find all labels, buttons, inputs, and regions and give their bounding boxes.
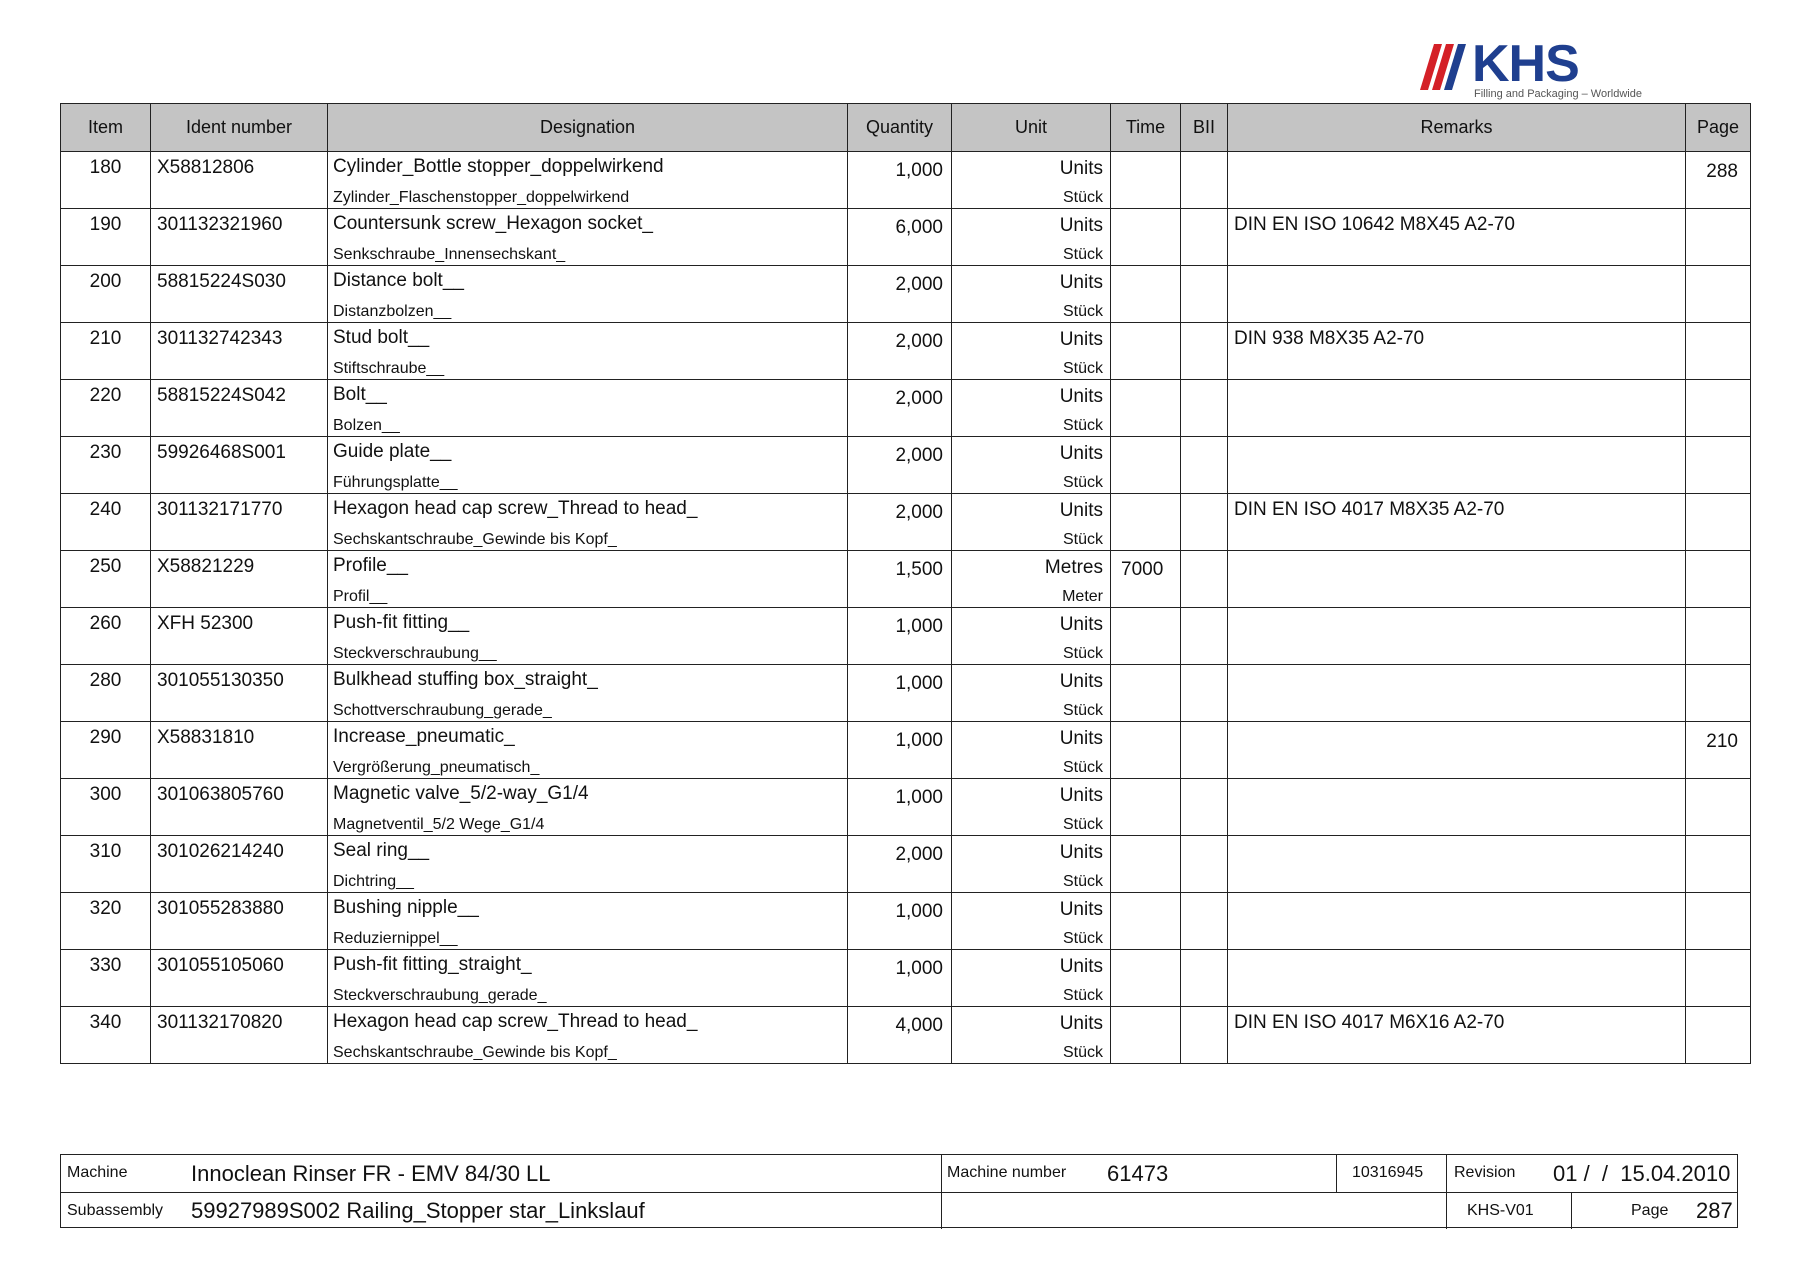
cell-remarks — [1228, 665, 1686, 722]
cell-page — [1686, 665, 1751, 722]
cell-quantity: 1,000 — [848, 722, 952, 779]
unit-en: Units — [1059, 671, 1103, 692]
cell-quantity: 4,000 — [848, 1007, 952, 1064]
revision-value: 01 / / 15.04.2010 — [1553, 1161, 1731, 1186]
designation-de: Reduziernippel__ — [333, 930, 458, 947]
cell-time — [1111, 437, 1181, 494]
cell-bii — [1181, 950, 1228, 1007]
cell-ident: 301132170820 — [151, 1007, 328, 1064]
designation-en: Bushing nipple__ — [333, 897, 479, 918]
header-page: Page — [1686, 104, 1751, 152]
cell-designation — [328, 152, 848, 209]
cell-time — [1111, 380, 1181, 437]
cell-page — [1686, 494, 1751, 551]
designation-en: Push-fit fitting__ — [333, 612, 470, 633]
unit-en: Units — [1059, 785, 1103, 806]
unit-en: Units — [1059, 443, 1103, 464]
khs-logo — [1420, 35, 1642, 104]
cell-unit — [952, 494, 1111, 551]
cell-remarks — [1228, 266, 1686, 323]
cell-item: 220 — [61, 380, 151, 437]
table-row — [61, 608, 1751, 665]
cell-page — [1686, 950, 1751, 1007]
cell-bii — [1181, 152, 1228, 209]
unit-en: Units — [1059, 500, 1103, 521]
unit-de: Stück — [1062, 303, 1103, 320]
unit-en: Metres — [1044, 557, 1103, 578]
cell-page — [1686, 323, 1751, 380]
cell-unit — [952, 437, 1111, 494]
cell-ident: 59926468S001 — [151, 437, 328, 494]
table-body — [61, 152, 1751, 1064]
designation-de: Stiftschraube__ — [333, 360, 445, 377]
cell-unit — [952, 380, 1111, 437]
table-row — [61, 893, 1751, 950]
cell-unit — [952, 608, 1111, 665]
unit-en: Units — [1059, 386, 1103, 407]
cell-ident: 301063805760 — [151, 779, 328, 836]
cell-designation — [328, 779, 848, 836]
cell-unit — [952, 152, 1111, 209]
cell-designation — [328, 209, 848, 266]
designation-en: Stud bolt__ — [333, 327, 430, 348]
unit-de: Stück — [1062, 930, 1103, 947]
cell-unit — [952, 551, 1111, 608]
designation-en: Bulkhead stuffing box_straight_ — [333, 669, 598, 690]
cell-time: 7000 — [1111, 551, 1181, 608]
cell-item: 260 — [61, 608, 151, 665]
cell-ident: X58812806 — [151, 152, 328, 209]
cell-page — [1686, 380, 1751, 437]
cell-quantity: 6,000 — [848, 209, 952, 266]
cell-bii — [1181, 779, 1228, 836]
designation-de: Senkschraube_Innensechskant_ — [333, 246, 566, 263]
cell-quantity: 2,000 — [848, 494, 952, 551]
cell-quantity: 1,000 — [848, 665, 952, 722]
cell-unit — [952, 836, 1111, 893]
cell-bii — [1181, 437, 1228, 494]
cell-bii — [1181, 551, 1228, 608]
designation-de: Steckverschraubung_gerade_ — [333, 987, 547, 1004]
cell-quantity: 2,000 — [848, 380, 952, 437]
cell-remarks — [1228, 380, 1686, 437]
cell-designation — [328, 551, 848, 608]
unit-de: Stück — [1062, 873, 1103, 890]
cell-designation — [328, 494, 848, 551]
footer-title-block — [60, 1154, 1738, 1228]
cell-remarks — [1228, 437, 1686, 494]
cell-item: 340 — [61, 1007, 151, 1064]
unit-de: Stück — [1062, 189, 1103, 206]
cell-item: 290 — [61, 722, 151, 779]
cell-page: 288 — [1686, 152, 1751, 209]
unit-en: Units — [1059, 272, 1103, 293]
cell-unit — [952, 950, 1111, 1007]
cell-designation — [328, 608, 848, 665]
cell-item: 180 — [61, 152, 151, 209]
table-row — [61, 152, 1751, 209]
table-row — [61, 779, 1751, 836]
cell-item: 210 — [61, 323, 151, 380]
unit-de: Stück — [1062, 246, 1103, 263]
designation-de: Führungsplatte__ — [333, 474, 458, 491]
header-ident: Ident number — [151, 104, 328, 152]
machine-value: Innoclean Rinser FR - EMV 84/30 LL — [191, 1161, 551, 1186]
table-header-row — [61, 104, 1751, 152]
unit-de: Stück — [1062, 759, 1103, 776]
header-unit: Unit — [952, 104, 1111, 152]
table-row — [61, 836, 1751, 893]
cell-time — [1111, 608, 1181, 665]
cell-ident: 301055130350 — [151, 665, 328, 722]
unit-de: Stück — [1062, 987, 1103, 1004]
cell-designation — [328, 893, 848, 950]
cell-unit — [952, 779, 1111, 836]
cell-page — [1686, 1007, 1751, 1064]
cell-time — [1111, 779, 1181, 836]
cell-item: 200 — [61, 266, 151, 323]
cell-page: 210 — [1686, 722, 1751, 779]
cell-page — [1686, 266, 1751, 323]
logo-brand: KHS — [1472, 35, 1579, 93]
table-row — [61, 1007, 1751, 1064]
cell-bii — [1181, 323, 1228, 380]
cell-unit — [952, 323, 1111, 380]
cell-item: 320 — [61, 893, 151, 950]
cell-quantity: 1,000 — [848, 152, 952, 209]
cell-bii — [1181, 380, 1228, 437]
cell-unit — [952, 893, 1111, 950]
machine-number-label: Machine number — [947, 1164, 1067, 1181]
cell-page — [1686, 779, 1751, 836]
designation-de: Steckverschraubung__ — [333, 645, 497, 662]
cell-bii — [1181, 722, 1228, 779]
cell-item: 310 — [61, 836, 151, 893]
cell-ident: 301132321960 — [151, 209, 328, 266]
unit-en: Units — [1059, 614, 1103, 635]
cell-ident: XFH 52300 — [151, 608, 328, 665]
document-code: KHS-V01 — [1467, 1202, 1534, 1219]
designation-de: Magnetventil_5/2 Wege_G1/4 — [333, 816, 545, 833]
cell-designation — [328, 266, 848, 323]
unit-de: Meter — [1062, 588, 1103, 605]
unit-de: Stück — [1062, 645, 1103, 662]
designation-de: Zylinder_Flaschenstopper_doppelwirkend — [333, 189, 630, 206]
cell-unit — [952, 1007, 1111, 1064]
unit-de: Stück — [1062, 417, 1103, 434]
cell-remarks: DIN EN ISO 4017 M8X35 A2-70 — [1228, 494, 1686, 551]
unit-en: Units — [1059, 956, 1103, 977]
designation-de: Vergrößerung_pneumatisch_ — [333, 759, 540, 776]
cell-designation — [328, 665, 848, 722]
cell-remarks — [1228, 152, 1686, 209]
cell-item: 230 — [61, 437, 151, 494]
header-remarks: Remarks — [1228, 104, 1686, 152]
unit-de: Stück — [1062, 531, 1103, 548]
table-row — [61, 437, 1751, 494]
cell-page — [1686, 551, 1751, 608]
designation-de: Schottverschraubung_gerade_ — [333, 702, 552, 719]
cell-ident: 301055105060 — [151, 950, 328, 1007]
cell-item: 300 — [61, 779, 151, 836]
cell-item: 280 — [61, 665, 151, 722]
cell-item: 250 — [61, 551, 151, 608]
cell-designation — [328, 437, 848, 494]
table-row — [61, 950, 1751, 1007]
cell-quantity: 1,000 — [848, 608, 952, 665]
cell-quantity: 1,000 — [848, 950, 952, 1007]
table-row — [61, 722, 1751, 779]
cell-page — [1686, 893, 1751, 950]
cell-ident: 301132171770 — [151, 494, 328, 551]
cell-time — [1111, 494, 1181, 551]
unit-en: Units — [1059, 158, 1103, 179]
designation-en: Increase_pneumatic_ — [333, 726, 515, 747]
cell-page — [1686, 209, 1751, 266]
cell-page — [1686, 836, 1751, 893]
subassembly-label: Subassembly — [67, 1202, 164, 1219]
cell-ident: 58815224S030 — [151, 266, 328, 323]
unit-de: Stück — [1062, 702, 1103, 719]
cell-ident: 301026214240 — [151, 836, 328, 893]
header-designation: Designation — [328, 104, 848, 152]
designation-en: Hexagon head cap screw_Thread to head_ — [333, 498, 698, 519]
cell-remarks: DIN 938 M8X35 A2-70 — [1228, 323, 1686, 380]
cell-unit — [952, 665, 1111, 722]
cell-quantity: 1,000 — [848, 779, 952, 836]
subassembly-value: 59927989S002 Railing_Stopper star_Linkslauf — [191, 1198, 645, 1223]
cell-time — [1111, 665, 1181, 722]
cell-designation — [328, 836, 848, 893]
cell-quantity: 1,500 — [848, 551, 952, 608]
table-row — [61, 494, 1751, 551]
cell-time — [1111, 950, 1181, 1007]
cell-remarks: DIN EN ISO 10642 M8X45 A2-70 — [1228, 209, 1686, 266]
cell-item: 330 — [61, 950, 151, 1007]
header-bii: BII — [1181, 104, 1228, 152]
machine-number-value: 61473 — [1107, 1161, 1169, 1186]
parts-list-table — [60, 103, 1751, 1064]
cell-item: 240 — [61, 494, 151, 551]
cell-unit — [952, 266, 1111, 323]
cell-time — [1111, 323, 1181, 380]
cell-unit — [952, 209, 1111, 266]
designation-de: Bolzen__ — [333, 417, 400, 434]
cell-bii — [1181, 1007, 1228, 1064]
cell-remarks: DIN EN ISO 4017 M6X16 A2-70 — [1228, 1007, 1686, 1064]
cell-unit — [952, 722, 1111, 779]
designation-en: Profile__ — [333, 555, 408, 576]
designation-en: Bolt__ — [333, 384, 387, 405]
cell-bii — [1181, 266, 1228, 323]
unit-de: Stück — [1062, 360, 1103, 377]
unit-en: Units — [1059, 215, 1103, 236]
table-row — [61, 209, 1751, 266]
designation-en: Guide plate__ — [333, 441, 452, 462]
cell-bii — [1181, 836, 1228, 893]
cell-remarks — [1228, 836, 1686, 893]
cell-designation — [328, 323, 848, 380]
designation-en: Hexagon head cap screw_Thread to head_ — [333, 1011, 698, 1032]
unit-en: Units — [1059, 842, 1103, 863]
cell-page — [1686, 437, 1751, 494]
table-row — [61, 665, 1751, 722]
unit-en: Units — [1059, 728, 1103, 749]
cell-remarks — [1228, 608, 1686, 665]
cell-ident: X58831810 — [151, 722, 328, 779]
cell-bii — [1181, 209, 1228, 266]
cell-time — [1111, 152, 1181, 209]
page-label: Page — [1631, 1202, 1669, 1219]
cell-page — [1686, 608, 1751, 665]
cell-item: 190 — [61, 209, 151, 266]
designation-de: Dichtring__ — [333, 873, 414, 890]
unit-en: Units — [1059, 899, 1103, 920]
table-row — [61, 323, 1751, 380]
cell-quantity: 2,000 — [848, 836, 952, 893]
cell-designation — [328, 1007, 848, 1064]
cell-designation — [328, 380, 848, 437]
cell-time — [1111, 893, 1181, 950]
cell-remarks — [1228, 893, 1686, 950]
unit-en: Units — [1059, 329, 1103, 350]
unit-de: Stück — [1062, 474, 1103, 491]
cell-designation — [328, 950, 848, 1007]
designation-en: Cylinder_Bottle stopper_doppelwirkend — [333, 156, 664, 177]
cell-remarks — [1228, 551, 1686, 608]
page-number: 287 — [1696, 1198, 1733, 1223]
designation-en: Countersunk screw_Hexagon socket_ — [333, 213, 654, 234]
logo-tagline: Filling and Packaging – Worldwide — [1474, 88, 1642, 100]
cell-time — [1111, 722, 1181, 779]
cell-ident: X58821229 — [151, 551, 328, 608]
designation-en: Distance bolt__ — [333, 270, 464, 291]
khs-stripes-icon — [1420, 44, 1476, 90]
cell-quantity: 2,000 — [848, 437, 952, 494]
cell-ident: 301132742343 — [151, 323, 328, 380]
cell-bii — [1181, 494, 1228, 551]
table-row — [61, 551, 1751, 608]
header-quantity: Quantity — [848, 104, 952, 152]
unit-de: Stück — [1062, 816, 1103, 833]
cell-designation — [328, 722, 848, 779]
unit-de: Stück — [1062, 1044, 1103, 1061]
cell-quantity: 1,000 — [848, 893, 952, 950]
designation-en: Push-fit fitting_straight_ — [333, 954, 532, 975]
cell-remarks — [1228, 779, 1686, 836]
cell-quantity: 2,000 — [848, 266, 952, 323]
cell-time — [1111, 836, 1181, 893]
cell-time — [1111, 209, 1181, 266]
cell-ident: 58815224S042 — [151, 380, 328, 437]
cell-quantity: 2,000 — [848, 323, 952, 380]
designation-de: Distanzbolzen__ — [333, 303, 452, 320]
designation-de: Profil__ — [333, 588, 388, 605]
table-row — [61, 380, 1751, 437]
cell-time — [1111, 266, 1181, 323]
cell-bii — [1181, 665, 1228, 722]
cell-time — [1111, 1007, 1181, 1064]
revision-label: Revision — [1454, 1164, 1516, 1181]
unit-en: Units — [1059, 1013, 1103, 1034]
designation-en: Magnetic valve_5/2-way_G1/4 — [333, 783, 589, 804]
cell-remarks — [1228, 950, 1686, 1007]
header-time: Time — [1111, 104, 1181, 152]
header-item: Item — [61, 104, 151, 152]
designation-en: Seal ring__ — [333, 840, 430, 861]
machine-label: Machine — [67, 1164, 128, 1181]
designation-de: Sechskantschraube_Gewinde bis Kopf_ — [333, 1044, 617, 1061]
document-number: 10316945 — [1352, 1164, 1424, 1181]
table-row — [61, 266, 1751, 323]
cell-bii — [1181, 608, 1228, 665]
designation-de: Sechskantschraube_Gewinde bis Kopf_ — [333, 531, 617, 548]
cell-remarks — [1228, 722, 1686, 779]
cell-bii — [1181, 893, 1228, 950]
cell-ident: 301055283880 — [151, 893, 328, 950]
